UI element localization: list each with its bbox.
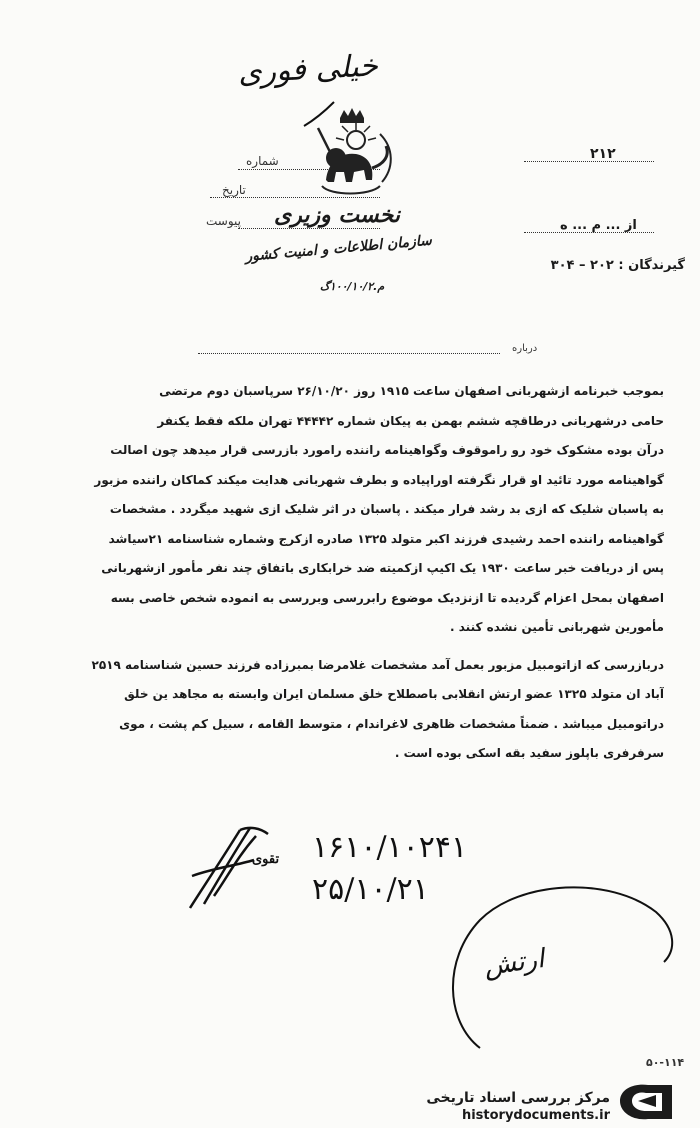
body-line: درآن بوده مشکوک خود رو راموقوف وگواهینامه راننده رامورد بازرسی قرار میدهد چون اصالت xyxy=(110,443,664,457)
body-line: حامی درشهربانی درطاقچه ششم بهمن به پیکان شماره ۴۴۴۴۲ تهران ملکه فقط یکنفر xyxy=(157,413,664,428)
approval-note: ارتش xyxy=(482,943,546,983)
body-line: بموجب خبرنامه ازشهربانی اصفهان ساعت ۱۹۱۵ روز ۲۶/۱۰/۲۰ سرپاسبان دوم مرتضی xyxy=(159,384,664,398)
footer-logo-icon xyxy=(612,1081,690,1123)
recipients: گیرندگان : ۲۰۲ – ۳۰۴ xyxy=(550,258,685,273)
signature-date: ۲۵/۱۰/۲۱ xyxy=(312,872,429,907)
signature-number: ۱۶۱۰/۱۰۲۴۱ xyxy=(312,830,468,865)
approval-loop-icon xyxy=(440,872,680,1062)
handwritten-title: خیلی فوری xyxy=(237,48,379,91)
body-line: به پاسبان شلیک که ازی بد رشد فرار میکند . پاسبان در اثر شلیک ازی شهید میگردد . مشخصات xyxy=(109,502,664,516)
body-line: آباد ان متولد ۱۳۲۵ عضو ارتش انقلابی باصطلاح خلق مسلمان ایران وابسته به مجاهد ین خلق xyxy=(124,687,664,701)
attachment-dots xyxy=(238,228,380,229)
lion-and-sun-emblem-icon xyxy=(300,108,400,200)
body-line: گواهینامه راننده احمد رشیدی فرزند اکبر متولد ۱۳۲۵ صادره ازکرج وشماره شناسنامه ۲۱سیاشد xyxy=(108,531,664,546)
signature-name: تقوی xyxy=(252,852,280,867)
page-code: ۵۰-۱۱۴ xyxy=(646,1056,685,1069)
org-code: م.۱۰۰/۱۰/۲گ xyxy=(319,280,385,293)
body-line: دربازرسی که ازاتومبیل مزبور بعمل آمد مشخصات غلامرضا بمبرزاده فرزند حسین شناسنامه ۲۵۱۹ xyxy=(91,657,664,672)
body-line: گواهینامه مورد تائید او قرار نگرفته اوراپیاده و بطرف شهربانی هدایت میکند کماکان راننده مزبور xyxy=(94,472,664,487)
body-line: دراتومبیل میباشد . ضمناً مشخصات ظاهری لاغراندام ، متوسط القامه ، سبیل کم پشت ، موی xyxy=(119,716,664,731)
number-value: ۲۱۲ xyxy=(590,146,616,162)
date-label: تاریخ xyxy=(222,183,246,197)
number-value-dots xyxy=(524,161,654,162)
document-body xyxy=(52,377,664,769)
footer-website: historydocuments.ir xyxy=(461,1108,610,1123)
body-line: مأمورین شهربانی تأمین نشده کنند . xyxy=(450,620,664,634)
subject-label: درباره xyxy=(512,343,538,354)
org-line1: نخست وزیری xyxy=(274,202,400,228)
to-value: از ... م ... ه xyxy=(560,218,637,233)
org-line2: سازمان اطلاعات و امنیت کشور xyxy=(244,232,433,265)
subject-dots xyxy=(198,353,500,354)
footer-org-name: مرکز بررسی اسناد تاریخی xyxy=(426,1090,610,1106)
number-label: شماره xyxy=(246,154,279,168)
attachment-label: پیوست xyxy=(206,214,241,228)
body-line: سرفرفری باپلوز سفید بقه اسکی بوده است . xyxy=(394,746,664,760)
body-line: اصفهان بمحل اعزام گردیده تا ازنزدیک موضوع رابررسی وبررسی به انموده شخص خاصی بسه xyxy=(110,590,664,605)
body-line: پس از دریافت خبر ساعت ۱۹۳۰ یک اکیپ ازکمیته ضد خرابکاری باتفاق چند نفر مأمور ازشهربانی xyxy=(101,561,664,575)
